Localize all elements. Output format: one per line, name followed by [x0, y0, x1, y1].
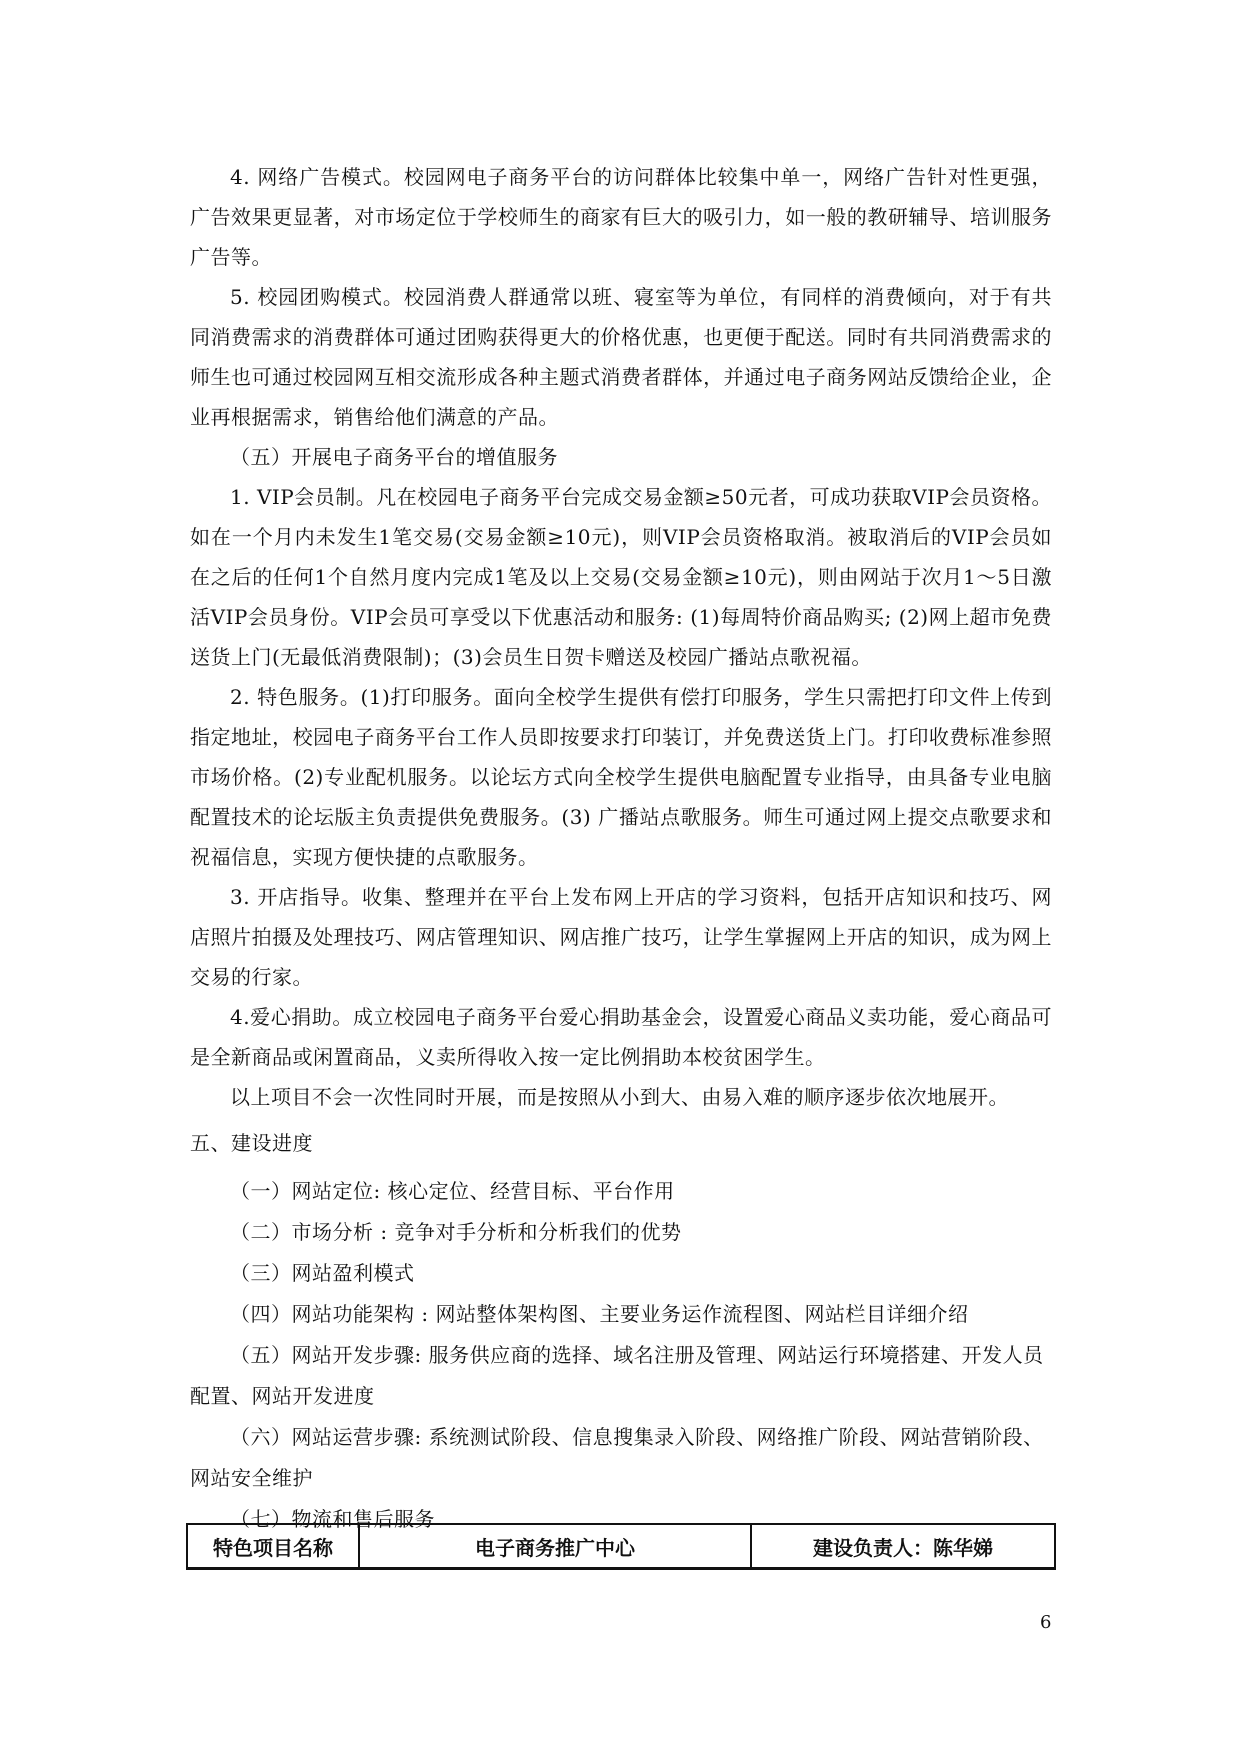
table-row — [187, 1524, 1055, 1569]
paragraph-summary: 以上项目不会一次性同时开展，而是按照从小到大、由易入难的顺序逐步依次地展开。 — [230, 1085, 1009, 1109]
document-body — [190, 157, 1052, 1540]
progress-list — [190, 1171, 1052, 1540]
paragraph-ad-model: 4. 网络广告模式。校园网电子商务平台的访问群体比较集中单一，网络广告针对性更强，广告效果更显著，对市场定位于学校师生的商家有巨大的吸引力，如一般的教研辅导、培训服务广告等。 — [190, 165, 1052, 269]
project-name-value: 电子商务推广中心 — [359, 1524, 751, 1569]
list-item: （四）网站功能架构 : 网站整体架构图、主要业务运作流程图、网站栏目详细介绍 — [230, 1302, 969, 1326]
list-item: （五）网站开发步骤: 服务供应商的选择、域名注册及管理、网站运行环境搭建、开发人员配置、网站开发进度 — [190, 1343, 1044, 1408]
list-item: （二）市场分析 : 竞争对手分析和分析我们的优势 — [230, 1220, 682, 1244]
list-item: （一）网站定位: 核心定位、经营目标、平台作用 — [230, 1179, 675, 1203]
paragraph-charity: 4.爱心捐助。成立校园电子商务平台爱心捐助基金会，设置爱心商品义卖功能，爱心商品可是全新商品或闲置商品，义卖所得收入按一定比例捐助本校贫困学生。 — [190, 1005, 1052, 1069]
paragraph-group-buy: 5. 校园团购模式。校园消费人群通常以班、寝室等为单位，有同样的消费倾向，对于有共同消费需求的消费群体可通过团购获得更大的价格优惠，也更便于配送。同时有共同消费需求的师生也可通过校园网互相交流形成各种主题式消费者群体，并通过电子商务网站反馈给企业，企业再根据需求，销售给他们满意的产品。 — [190, 285, 1052, 429]
page-number: 6 — [1040, 1612, 1052, 1633]
list-item: （七）物流和售后服务 — [230, 1507, 435, 1531]
paragraph-vip: 1. VIP会员制。凡在校园电子商务平台完成交易金额≥50元者，可成功获取VIP会员资格。如在一个月内未发生1笔交易(交易金额≥10元)，则VIP会员资格取消。被取消后的VIP会员如在之后的任何1个自然月度内完成1笔及以上交易(交易金额≥10元)，则由网站于次月1～5日激活VIP会员身份。VIP会员可享受以下优惠活动和服务: (1)每周特价商品购买; (2)网上超市免费送货上门(无最低消费限制)；(3)会员生日贺卡赠送及校园广播站点歌祝福。 — [190, 485, 1052, 669]
list-item: （三）网站盈利模式 — [230, 1261, 415, 1285]
project-info-table — [186, 1523, 1056, 1570]
list-item: （六）网站运营步骤: 系统测试阶段、信息搜集录入阶段、网络推广阶段、网站营销阶段、网站安全维护 — [190, 1425, 1044, 1490]
subheading-value-added: （五）开展电子商务平台的增值服务 — [230, 445, 558, 469]
paragraph-shop-guide: 3. 开店指导。收集、整理并在平台上发布网上开店的学习资料，包括开店知识和技巧、网店照片拍摄及处理技巧、网店管理知识、网店推广技巧，让学生掌握网上开店的知识，成为网上交易的行家。 — [190, 885, 1052, 989]
project-name-label: 特色项目名称 — [187, 1524, 359, 1569]
section-title: 五、建设进度 — [190, 1131, 313, 1155]
project-owner: 建设负责人：陈华娣 — [751, 1524, 1055, 1569]
paragraph-special-service: 2. 特色服务。(1)打印服务。面向全校学生提供有偿打印服务，学生只需把打印文件上传到指定地址，校园电子商务平台工作人员即按要求打印装订，并免费送货上门。打印收费标准参照市场价格。(2)专业配机服务。以论坛方式向全校学生提供电脑配置专业指导，由具备专业电脑配置技术的论坛版主负责提供免费服务。(3) 广播站点歌服务。师生可通过网上提交点歌要求和祝福信息，实现方便快捷的点歌服务。 — [190, 685, 1052, 869]
